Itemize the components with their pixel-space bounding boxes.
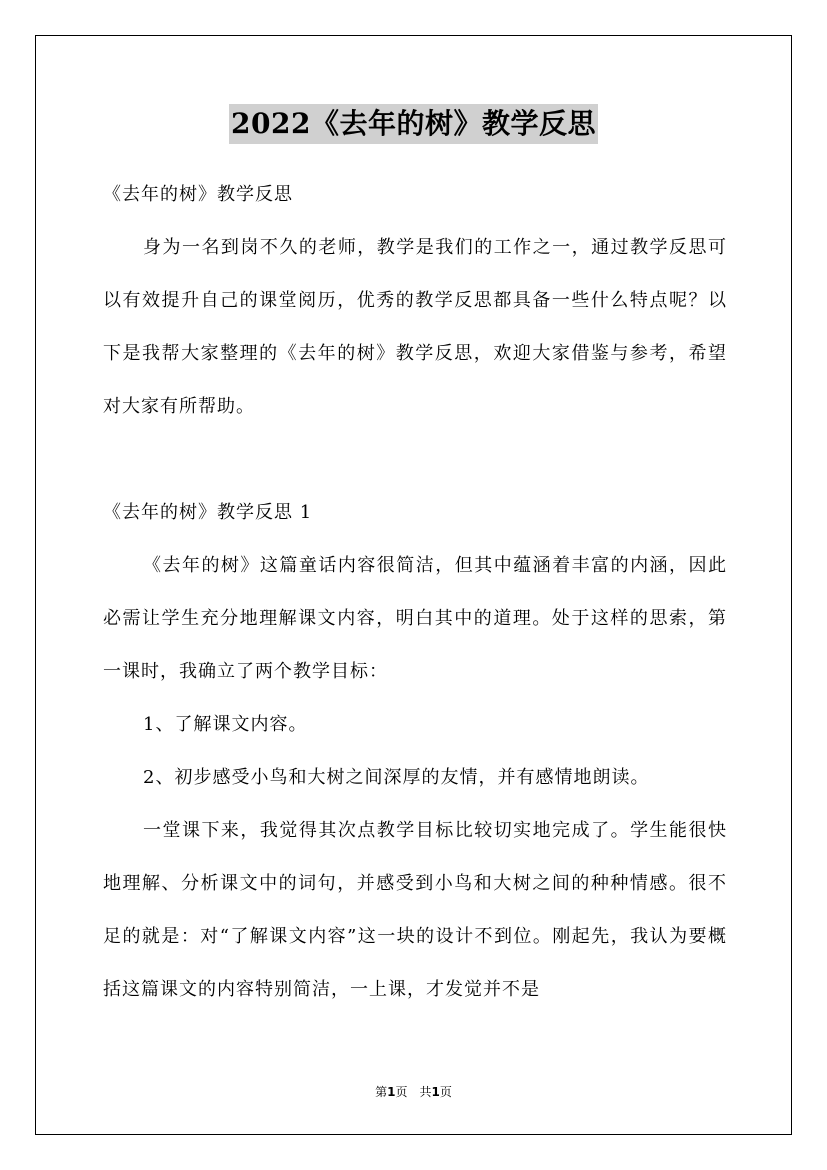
footer-page-number: 1: [387, 1085, 396, 1099]
footer-page-total: 1: [431, 1085, 440, 1099]
page-footer: [0, 1083, 827, 1100]
footer-page-mid: 页 共: [395, 1085, 432, 1099]
document-title: [0, 103, 827, 144]
footer-page-prefix: 第: [375, 1085, 388, 1099]
goal-item-2: 2、初步感受小鸟和大树之间深厚的友情，并有感情地朗读。: [143, 767, 650, 788]
document-title-text: 2022《去年的树》教学反思: [229, 104, 598, 144]
section-heading: 《去年的树》教学反思 1: [103, 502, 313, 523]
section-paragraph-1: 《去年的树》这篇童话内容很简洁，但其中蕴涵着丰富的内涵，因此必需让学生充分地理解课文内容，明白其中的道理。处于这样的思索，第一课时，我确立了两个教学目标：: [103, 555, 727, 682]
document-body: [103, 168, 727, 1016]
goal-item-1: 1、了解课文内容。: [143, 714, 308, 735]
subtitle: 《去年的树》教学反思: [103, 184, 293, 205]
footer-page-suffix: 页: [439, 1085, 452, 1099]
intro-paragraph: 身为一名到岗不久的老师，教学是我们的工作之一，通过教学反思可以有效提升自己的课堂阅历，优秀的教学反思都具备一些什么特点呢？以下是我帮大家整理的《去年的树》教学反思，欢迎大家借鉴与参考，希望对大家有所帮助。: [103, 237, 727, 417]
section-paragraph-2: 一堂课下来，我觉得其次点教学目标比较切实地完成了。学生能很快地理解、分析课文中的词句，并感受到小鸟和大树之间的种种情感。很不足的就是：对“了解课文内容”这一块的设计不到位。刚起先，我认为要概括这篇课文的内容特别简洁，一上课，才发觉并不是: [103, 820, 727, 1000]
